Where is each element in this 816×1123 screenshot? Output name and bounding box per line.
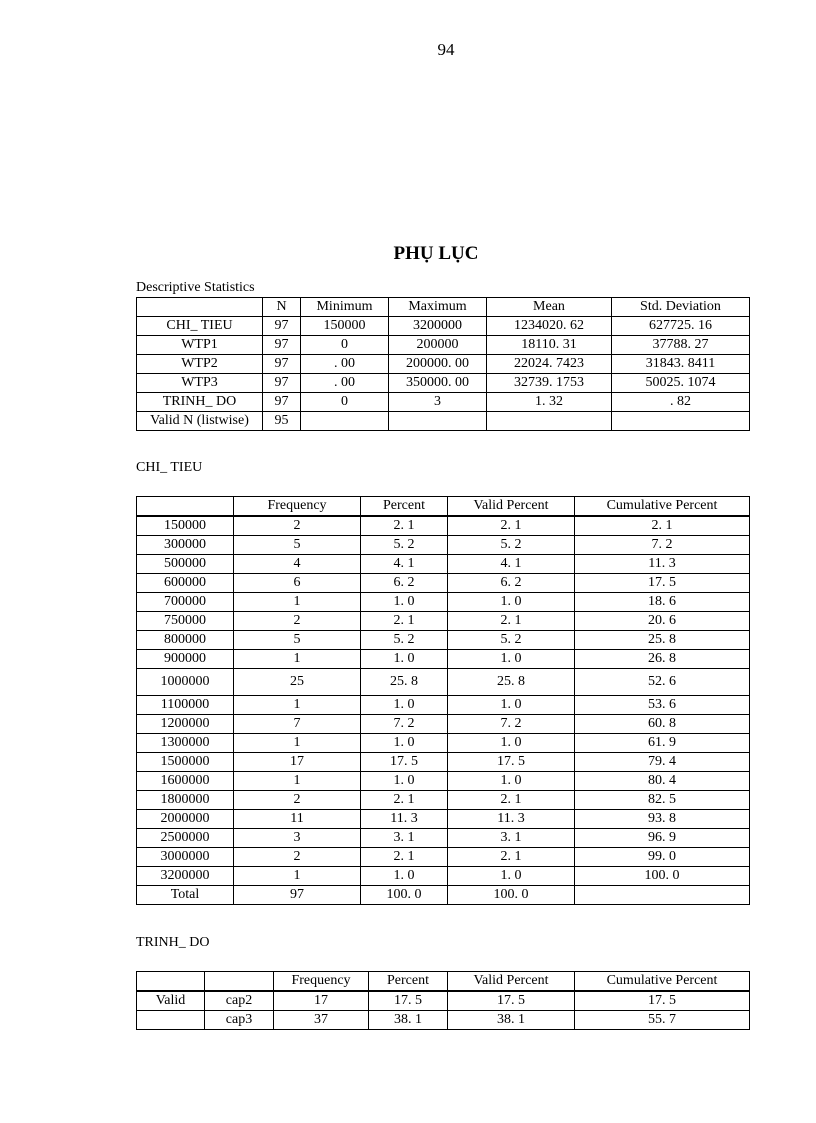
table-cell: 2. 1 — [575, 516, 750, 536]
table-row — [137, 374, 750, 393]
table-row — [137, 631, 750, 650]
table-cell: 82. 5 — [575, 791, 750, 810]
table-row — [137, 612, 750, 631]
table-cell: 79. 4 — [575, 753, 750, 772]
table-row — [137, 867, 750, 886]
table-cell: 17. 5 — [369, 991, 448, 1011]
header-cell: Cumulative Percent — [575, 972, 750, 992]
table-cell: 1. 0 — [361, 772, 448, 791]
table-header-row — [137, 497, 750, 517]
table-cell: 11. 3 — [361, 810, 448, 829]
table-cell: 2. 1 — [361, 848, 448, 867]
header-cell: Valid Percent — [448, 497, 575, 517]
table-cell: 96. 9 — [575, 829, 750, 848]
table-row — [137, 810, 750, 829]
table-cell: 2 — [234, 791, 361, 810]
table-cell: 17. 5 — [575, 991, 750, 1011]
table-cell: 3000000 — [137, 848, 234, 867]
table-cell: 200000. 00 — [389, 355, 487, 374]
table-cell: 150000 — [301, 317, 389, 336]
table-cell: 1000000 — [137, 669, 234, 696]
table-cell: 97 — [263, 355, 301, 374]
table-cell: 17. 5 — [448, 991, 575, 1011]
table-cell: 2500000 — [137, 829, 234, 848]
table-row — [137, 772, 750, 791]
table-cell: 3 — [389, 393, 487, 412]
table-cell: 61. 9 — [575, 734, 750, 753]
table-cell: 2 — [234, 848, 361, 867]
header-cell: Maximum — [389, 298, 487, 317]
table-row — [137, 555, 750, 574]
table-row — [137, 829, 750, 848]
table-row — [137, 336, 750, 355]
table-row — [137, 516, 750, 536]
table-cell: 5 — [234, 536, 361, 555]
table-cell: 11. 3 — [448, 810, 575, 829]
table-cell: . 00 — [301, 355, 389, 374]
table-cell: . 82 — [612, 393, 750, 412]
table-cell: 1. 0 — [361, 593, 448, 612]
chi-tieu-table-body — [137, 516, 750, 905]
header-cell: Percent — [369, 972, 448, 992]
table-row — [137, 715, 750, 734]
table-cell: 5. 2 — [361, 536, 448, 555]
page-number: 94 — [437, 40, 455, 59]
table-cell: CHI_ TIEU — [137, 317, 263, 336]
table-cell: 1. 0 — [448, 867, 575, 886]
table-cell: 26. 8 — [575, 650, 750, 669]
table-cell: 5. 2 — [361, 631, 448, 650]
table-cell: 1. 0 — [361, 696, 448, 715]
table-row — [137, 696, 750, 715]
table-cell: 11. 3 — [575, 555, 750, 574]
table-cell: 6 — [234, 574, 361, 593]
header-cell: Frequency — [234, 497, 361, 517]
descriptive-caption: Descriptive Statistics — [136, 280, 255, 295]
trinh-do-table-body — [137, 991, 750, 1030]
table-cell: 25. 8 — [361, 669, 448, 696]
table-cell: WTP3 — [137, 374, 263, 393]
table-cell: 38. 1 — [369, 1011, 448, 1030]
table-row — [137, 1011, 750, 1030]
table-cell: 97 — [263, 374, 301, 393]
header-cell — [205, 972, 274, 992]
table-cell: 1600000 — [137, 772, 234, 791]
table-cell: 2 — [234, 516, 361, 536]
table-cell: 31843. 8411 — [612, 355, 750, 374]
table-cell: 1. 0 — [361, 734, 448, 753]
table-cell: 100. 0 — [575, 867, 750, 886]
table-cell: 2000000 — [137, 810, 234, 829]
table-cell: 25. 8 — [575, 631, 750, 650]
table-cell: 700000 — [137, 593, 234, 612]
table-cell: 17. 5 — [575, 574, 750, 593]
table-cell: 4. 1 — [448, 555, 575, 574]
table-cell: 97 — [263, 317, 301, 336]
table-cell: 150000 — [137, 516, 234, 536]
table-cell: 97 — [234, 886, 361, 905]
chi-tieu-caption: CHI_ TIEU — [136, 460, 203, 475]
table-cell: 53. 6 — [575, 696, 750, 715]
header-cell — [137, 497, 234, 517]
table-cell: 17. 5 — [361, 753, 448, 772]
table-cell: 11 — [234, 810, 361, 829]
table-row — [137, 412, 750, 431]
header-cell: Valid Percent — [448, 972, 575, 992]
table-cell: 50025. 1074 — [612, 374, 750, 393]
table-cell: 1. 0 — [448, 593, 575, 612]
table-cell: 1800000 — [137, 791, 234, 810]
table-header-row — [137, 972, 750, 992]
table-row — [137, 848, 750, 867]
table-cell: 1234020. 62 — [487, 317, 612, 336]
table-cell: 2. 1 — [448, 516, 575, 536]
table-cell: 500000 — [137, 555, 234, 574]
table-cell: 7. 2 — [448, 715, 575, 734]
table-cell: 100. 0 — [448, 886, 575, 905]
table-cell: 5 — [234, 631, 361, 650]
header-cell: Mean — [487, 298, 612, 317]
table-row — [137, 886, 750, 905]
table-row — [137, 593, 750, 612]
table-cell: 200000 — [389, 336, 487, 355]
table-cell: 6. 2 — [361, 574, 448, 593]
table-cell — [487, 412, 612, 431]
table-row — [137, 669, 750, 696]
header-cell: Frequency — [274, 972, 369, 992]
header-cell — [137, 972, 205, 992]
table-cell: 93. 8 — [575, 810, 750, 829]
table-cell: 2. 1 — [448, 791, 575, 810]
table-cell — [575, 886, 750, 905]
table-cell: 2. 1 — [448, 848, 575, 867]
header-cell: N — [263, 298, 301, 317]
table-cell: 3 — [234, 829, 361, 848]
table-cell: 2. 1 — [361, 516, 448, 536]
table-cell: 1300000 — [137, 734, 234, 753]
table-cell: 99. 0 — [575, 848, 750, 867]
table-cell: 80. 4 — [575, 772, 750, 791]
header-cell: Std. Deviation — [612, 298, 750, 317]
table-cell: 1. 0 — [448, 734, 575, 753]
trinh-do-frequency-table — [136, 971, 750, 1030]
table-cell: 18. 6 — [575, 593, 750, 612]
table-cell: 100. 0 — [361, 886, 448, 905]
header-cell: Percent — [361, 497, 448, 517]
table-row — [137, 650, 750, 669]
table-cell: 750000 — [137, 612, 234, 631]
table-cell: cap3 — [205, 1011, 274, 1030]
table-cell: 1. 0 — [448, 696, 575, 715]
table-cell: 1 — [234, 593, 361, 612]
table-cell: 1. 0 — [361, 867, 448, 886]
header-cell — [137, 298, 263, 317]
table-cell: 3200000 — [389, 317, 487, 336]
table-row — [137, 317, 750, 336]
table-cell: 1 — [234, 772, 361, 791]
table-cell: 37788. 27 — [612, 336, 750, 355]
header-cell: Cumulative Percent — [575, 497, 750, 517]
table-cell: 17. 5 — [448, 753, 575, 772]
table-cell: 1. 0 — [361, 650, 448, 669]
table-cell: WTP1 — [137, 336, 263, 355]
table-row — [137, 791, 750, 810]
table-cell: 800000 — [137, 631, 234, 650]
table-cell: 2. 1 — [361, 612, 448, 631]
table-cell: 5. 2 — [448, 631, 575, 650]
table-cell: 95 — [263, 412, 301, 431]
table-cell: 7 — [234, 715, 361, 734]
table-cell: 18110. 31 — [487, 336, 612, 355]
table-cell: 2 — [234, 612, 361, 631]
table-row — [137, 574, 750, 593]
header-cell: Minimum — [301, 298, 389, 317]
table-cell: 7. 2 — [361, 715, 448, 734]
table-cell — [612, 412, 750, 431]
table-cell: 60. 8 — [575, 715, 750, 734]
table-row — [137, 355, 750, 374]
table-cell: 3. 1 — [361, 829, 448, 848]
table-cell: 55. 7 — [575, 1011, 750, 1030]
table-cell: 7. 2 — [575, 536, 750, 555]
table-cell: 1500000 — [137, 753, 234, 772]
table-cell: 3200000 — [137, 867, 234, 886]
table-cell: 1. 32 — [487, 393, 612, 412]
table-cell: 38. 1 — [448, 1011, 575, 1030]
table-cell: 0 — [301, 393, 389, 412]
trinh-do-caption: TRINH_ DO — [136, 935, 210, 950]
table-cell: 3. 1 — [448, 829, 575, 848]
table-cell: 25 — [234, 669, 361, 696]
table-header-row — [137, 298, 750, 317]
table-cell: . 00 — [301, 374, 389, 393]
table-row — [137, 393, 750, 412]
table-cell: WTP2 — [137, 355, 263, 374]
table-cell: 2. 1 — [361, 791, 448, 810]
table-row — [137, 991, 750, 1011]
table-cell: 1 — [234, 650, 361, 669]
table-cell: 1 — [234, 734, 361, 753]
table-cell: 600000 — [137, 574, 234, 593]
table-cell: Valid — [137, 991, 205, 1011]
table-cell: 17 — [274, 991, 369, 1011]
table-cell: 350000. 00 — [389, 374, 487, 393]
table-cell: 1200000 — [137, 715, 234, 734]
table-row — [137, 753, 750, 772]
table-row — [137, 734, 750, 753]
table-cell: 32739. 1753 — [487, 374, 612, 393]
table-cell: TRINH_ DO — [137, 393, 263, 412]
table-cell: 1 — [234, 867, 361, 886]
table-cell: 52. 6 — [575, 669, 750, 696]
table-cell: Valid N (listwise) — [137, 412, 263, 431]
table-cell: 37 — [274, 1011, 369, 1030]
table-cell: 2. 1 — [448, 612, 575, 631]
table-cell — [301, 412, 389, 431]
descriptive-statistics-table — [136, 297, 750, 431]
table-cell: 6. 2 — [448, 574, 575, 593]
table-cell: 25. 8 — [448, 669, 575, 696]
table-row — [137, 536, 750, 555]
table-cell: 1. 0 — [448, 650, 575, 669]
table-cell: 4 — [234, 555, 361, 574]
table-cell: 1 — [234, 696, 361, 715]
table-cell: 97 — [263, 393, 301, 412]
table-cell: 22024. 7423 — [487, 355, 612, 374]
table-cell: 1. 0 — [448, 772, 575, 791]
table-cell — [137, 1011, 205, 1030]
table-cell: 17 — [234, 753, 361, 772]
table-cell: 1100000 — [137, 696, 234, 715]
table-cell: 20. 6 — [575, 612, 750, 631]
table-cell: 0 — [301, 336, 389, 355]
table-cell: 627725. 16 — [612, 317, 750, 336]
descriptive-table-body — [137, 317, 750, 431]
table-cell: 900000 — [137, 650, 234, 669]
table-cell: 5. 2 — [448, 536, 575, 555]
table-cell — [389, 412, 487, 431]
table-cell: cap2 — [205, 991, 274, 1011]
table-cell: 300000 — [137, 536, 234, 555]
chi-tieu-frequency-table — [136, 496, 750, 905]
table-cell: 97 — [263, 336, 301, 355]
page-title: PHỤ LỤC — [393, 243, 479, 264]
table-cell: 4. 1 — [361, 555, 448, 574]
table-cell: Total — [137, 886, 234, 905]
